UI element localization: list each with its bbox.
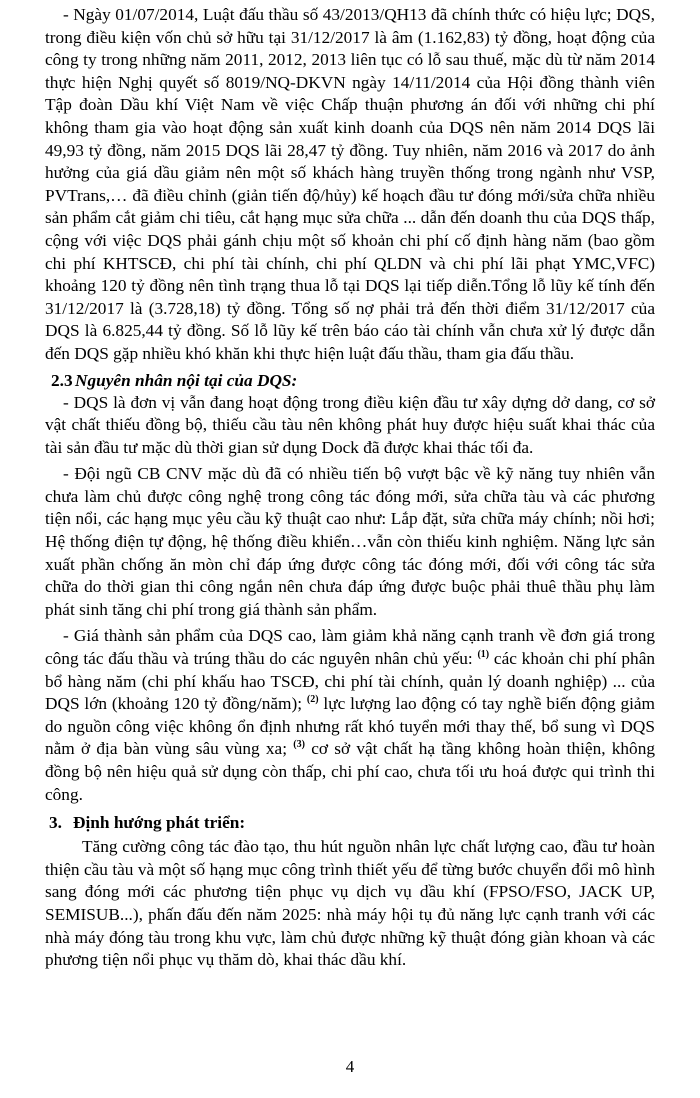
- paragraph-infrastructure: - DQS là đơn vị vẫn đang hoạt động trong điều kiện đầu tư xây dựng dở dang, cơ sở vật chất thiếu đồng bộ, thiếu cầu tàu nên không phát huy được hiệu suất khai thác của tài sản đầu tư mặc dù thời gian sử dụng Dock đã được khai thác tối đa.: [45, 392, 655, 457]
- page-number: 4: [345, 1057, 355, 1076]
- footnote-marker-1: (1): [477, 649, 490, 661]
- document-page: [45, 4, 655, 972]
- cost-text-a: - Giá thành sản phẩm của DQS cao, làm giảm khả năng cạnh tranh về đơn giá trong công tác đấu thầu và trúng thầu do các nguyên nhân chủ yếu:: [45, 626, 655, 669]
- section-heading-3: [49, 812, 655, 834]
- cost-text-b: các khoản chi phí phân bổ hàng năm (chi phí khấu hao TSCĐ, chi phí tài chính, quản lý doanh nghiệp) ... của DQS lớn (khoảng 120 tỷ đồng/năm);: [45, 649, 656, 714]
- footnote-marker-3: (3): [293, 739, 305, 751]
- section-heading-2-3: [51, 370, 655, 392]
- cost-text-d: cơ sở vật chất hạ tầng không hoàn thiện, không đồng bộ nên hiệu quả sử dụng còn thấp, chi phí cao, chưa tối ưu hoá được qui trình thi công.: [45, 739, 655, 804]
- cost-text-c: lực lượng lao động có tay nghề biến động giảm do nguồn công việc không ổn định nhưng rất khó tuyển mới thay thế, bổ sung vì DQS nằm ở địa bàn vùng sâu vùng xa;: [45, 694, 655, 759]
- paragraph-workforce: - Đội ngũ CB CNV mặc dù đã có nhiều tiến bộ vượt bậc về kỹ năng tuy nhiên vẫn chưa làm chủ được công nghệ trong công tác đóng mới, sửa chữa tàu và các phương tiện nổi, các hạng mục yêu cầu kỹ thuật cao như: Lắp đặt, sửa chữa máy chính; nồi hơi; Hệ thống điện tự động, hệ thống điều khiển…vẫn còn thiếu kinh nghiệm. Năng lực sản xuất phần chống ăn mòn chỉ đáp ứng được công tác đóng mới, đối với công tác sửa chữa do thời gian thi công ngắn nên chưa đáp ứng được buộc phải thuê thầu phụ làm phát sinh tăng chi phí trong giá thành sản phẩm.: [45, 464, 655, 619]
- section-title: Định hướng phát triển:: [73, 813, 246, 833]
- footnote-marker-2: (2): [306, 694, 319, 706]
- paragraph-product-cost: [45, 625, 655, 806]
- section-number: 3.: [49, 813, 62, 833]
- section-number: 2.3: [51, 370, 73, 390]
- paragraph-bidding-law: - Ngày 01/07/2014, Luật đấu thầu số 43/2013/QH13 đã chính thức có hiệu lực; DQS, trong điều kiện vốn chủ sở hữu tại 31/12/2017 là âm (1.162,83) tỷ đồng, hoạt động của công ty trong những năm 2011, 2012, 2013 liên tục có lỗ sau thuế, mặc dù từ năm 2014 thực hiện Nghị quyết số 8019/NQ-DKVN ngày 14/11/2014 của Hội đồng thành viên Tập đoàn Dầu khí Việt Nam về việc Chấp thuận phương án đối với những chi phí không tham gia vào hoạt động sản xuất kinh doanh của DQS nên năm 2014 DQS lãi 49,93 tỷ đồng, năm 2015 DQS lãi 28,47 tỷ đồng. Tuy nhiên, năm 2016 và 2017 do ảnh hưởng của giá dầu giảm nên một số khách hàng truyền thống trong ngành như VSP, PVTrans,… đã điều chỉnh (giản tiến độ/hủy) kế hoạch đầu tư đóng mới/sửa chữa nhiều sản phẩm cắt giảm chi tiêu, cắt hạng mục sửa chữa ... dẫn đến doanh thu của DQS thấp, cộng với việc DQS phải gánh chịu một số khoản chi phí cố định hàng năm (bao gồm chi phí KHTSCĐ, chi phí tài chính, chi phí QLDN và chi phí lãi phạt YMC,VFC) khoảng 120 tỷ đồng nên tình trạng thua lỗ tại DQS lại tiếp diễn.Tổng lỗ lũy kế tính đến 31/12/2017 là (3.728,18) tỷ đồng. Tổng số nợ phải trả đến thời điểm 31/12/2017 của DQS là 6.825,44 tỷ đồng. Số lỗ lũy kế trên báo cáo tài chính vẫn chưa xử lý được dẫn đến DQS gặp nhiều khó khăn khi thực hiện luật đấu thầu, tham gia đấu thầu.: [45, 5, 655, 363]
- paragraph-development: Tăng cường công tác đào tạo, thu hút nguồn nhân lực chất lượng cao, đầu tư hoàn thiện cầu tàu và một số hạng mục công trình thiết yếu để từng bước chuyển đổi mô hình sang đóng mới các phương tiện phục vụ dịch vụ dầu khí (FPSO/FSO, JACK UP, SEMISUB...), phấn đấu đến năm 2025: nhà máy hội tụ đủ năng lực cạnh tranh với các nhà máy đóng tàu trong khu vực, làm chủ được những kỹ thuật đóng giàn khoan và các phương tiện nổi phục vụ thăm dò, khai thác dầu khí.: [45, 837, 655, 970]
- section-title: Nguyên nhân nội tại của DQS:: [75, 370, 298, 390]
